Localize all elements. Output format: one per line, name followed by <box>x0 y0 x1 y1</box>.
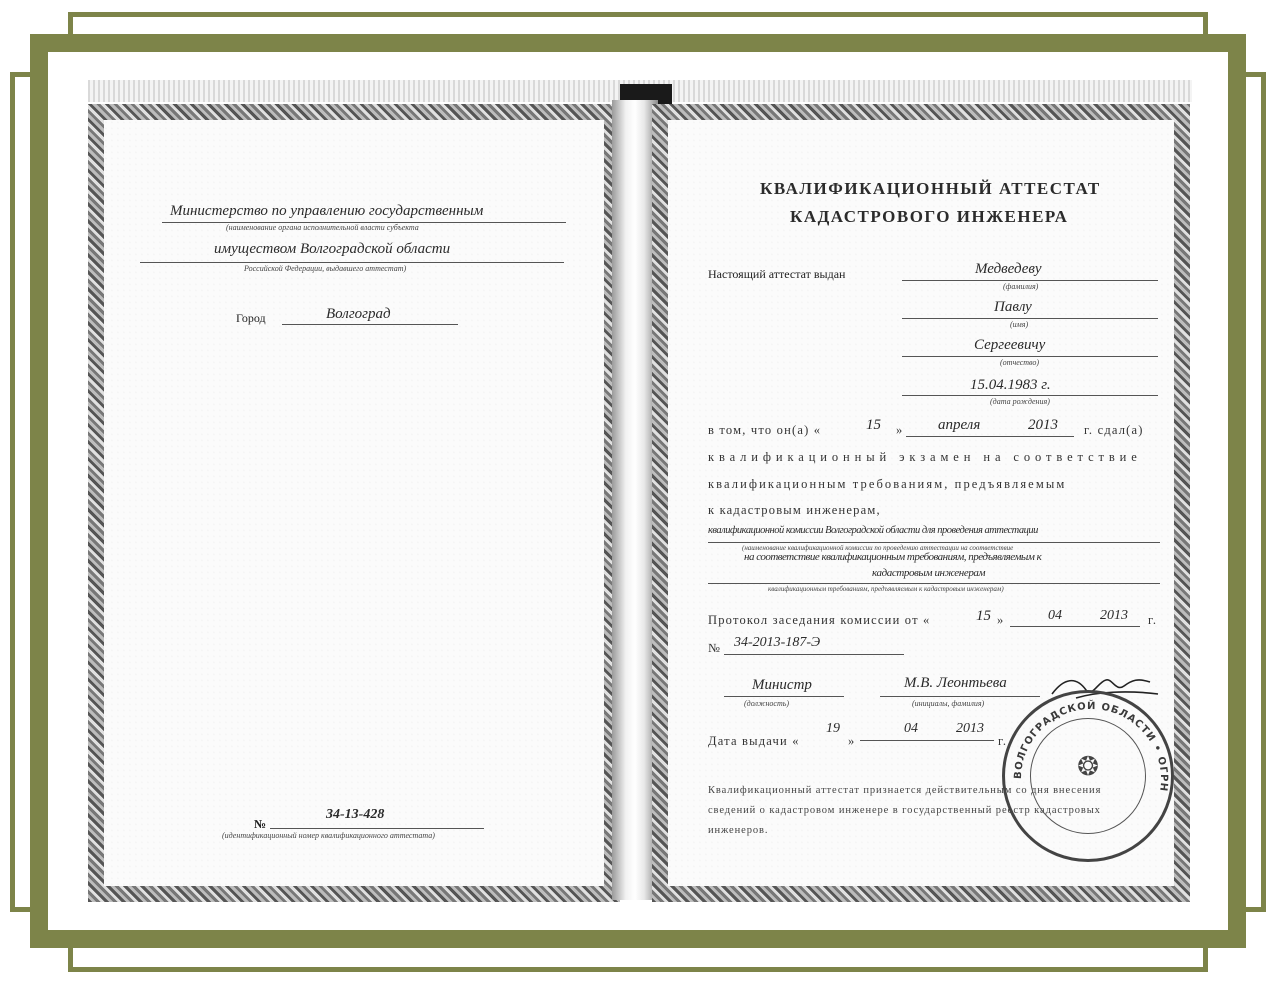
name: Павлу <box>994 299 1032 315</box>
number-label: № <box>254 817 267 831</box>
exam-date-underline <box>906 436 1074 437</box>
issuer-caption2: Российской Федерации, выдавшего аттестат) <box>244 264 407 273</box>
patronymic-caption: (отчество) <box>1000 358 1040 367</box>
issue-date-underline <box>860 740 994 741</box>
commission-underline2 <box>708 583 1160 584</box>
signatory-caption: (инициалы, фамилия) <box>912 699 985 708</box>
issued-to-label: Настоящий аттестат выдан <box>708 267 846 281</box>
issuer-underline2 <box>140 262 564 263</box>
exam-year: 2013 <box>1028 417 1058 433</box>
position: Министр <box>752 677 812 693</box>
commission-line1: квалификационной комиссии Волгоградской области для проведения аттестации <box>708 525 1038 536</box>
city-label: Город <box>236 311 266 325</box>
exam-line2: квалификационный экзамен на соответствие <box>708 450 1142 464</box>
protocol-number-underline <box>724 654 904 655</box>
protocol-year: 2013 <box>1100 608 1128 623</box>
protocol-date-underline <box>1010 626 1140 627</box>
surname-caption: (фамилия) <box>1003 282 1039 291</box>
title-line1: КВАЛИФИКАЦИОННЫЙ АТТЕСТАТ <box>760 179 1101 198</box>
footer-line1: Квалификационный аттестат признается действительным со дня внесения <box>708 785 1102 796</box>
exam-month: апреля <box>938 417 981 433</box>
issuer-line1: Министерство по управлению государственным <box>170 203 484 219</box>
patronymic-underline <box>902 356 1158 357</box>
protocol-number-label: № <box>708 641 722 655</box>
issuer-caption1: (наименование органа исполнительной власти субъекта <box>226 223 419 232</box>
footer-line2: сведений о кадастровом инженере в государственный реестр кадастровых <box>708 805 1101 816</box>
commission-line2: на соответствие квалификационным требованиям, предъявляемым к <box>744 551 1042 563</box>
issue-month: 04 <box>904 721 918 736</box>
title-line2: КАДАСТРОВОГО ИНЖЕНЕРА <box>790 207 1069 226</box>
signatory: М.В. Леонтьева <box>904 675 1007 691</box>
number-underline <box>270 828 484 829</box>
issuer-line2: имуществом Волгоградской области <box>214 241 451 257</box>
surname-underline <box>902 280 1158 281</box>
position-underline <box>724 696 844 697</box>
birth-underline <box>902 395 1158 396</box>
number-value: 34-13-428 <box>326 807 385 822</box>
protocol-number: 34-2013-187-Э <box>734 635 821 650</box>
city-underline <box>282 324 458 325</box>
protocol-label: Протокол заседания комиссии от « <box>708 613 931 627</box>
birth-date: 15.04.1983 г. <box>970 377 1051 393</box>
issue-label: Дата выдачи « <box>708 734 800 748</box>
birth-caption: (дата рождения) <box>990 397 1050 406</box>
exam-day: 15 <box>866 417 881 433</box>
protocol-g: г. <box>1148 613 1158 627</box>
name-underline <box>902 318 1158 319</box>
issue-year: 2013 <box>956 721 984 736</box>
position-caption: (должность) <box>744 699 790 708</box>
protocol-month: 04 <box>1048 608 1062 623</box>
number-caption: (идентификационный номер квалификационного аттестата) <box>222 831 435 840</box>
commission-line3: кадастровым инженерам <box>872 567 986 579</box>
exam-prefix: в том, что он(а) « <box>708 423 822 437</box>
protocol-day-close: » <box>997 613 1005 627</box>
footer-line3: инженеров. <box>708 825 769 836</box>
exam-day-close: » <box>896 423 904 437</box>
exam-suffix: г. сдал(а) <box>1084 423 1144 437</box>
surname: Медведеву <box>975 261 1042 277</box>
issue-day: 19 <box>826 721 840 736</box>
commission-underline1 <box>708 542 1160 543</box>
issue-day-close: » <box>848 734 856 748</box>
city-value: Волгоград <box>326 306 391 322</box>
protocol-day: 15 <box>976 608 991 624</box>
patronymic: Сергеевичу <box>974 337 1046 353</box>
exam-line4: к кадастровым инженерам, <box>708 503 881 517</box>
seal-text: ВОЛГОГРАДСКОЙ ОБЛАСТИ • ОГРН <box>1012 700 1170 793</box>
name-caption: (имя) <box>1010 320 1029 329</box>
issue-g: г. <box>998 734 1008 748</box>
commission-caption1: (наименование квалификационной комиссии по проведению аттестации на соответствие <box>742 544 1014 552</box>
exam-line3: квалификационным требованиям, предъявляемым <box>708 477 1067 491</box>
commission-caption2: квалификационным требованиям, предъявляемым к кадастровым инженерам) <box>768 585 1004 593</box>
eagle-emblem-icon: ❂ <box>1077 752 1099 781</box>
